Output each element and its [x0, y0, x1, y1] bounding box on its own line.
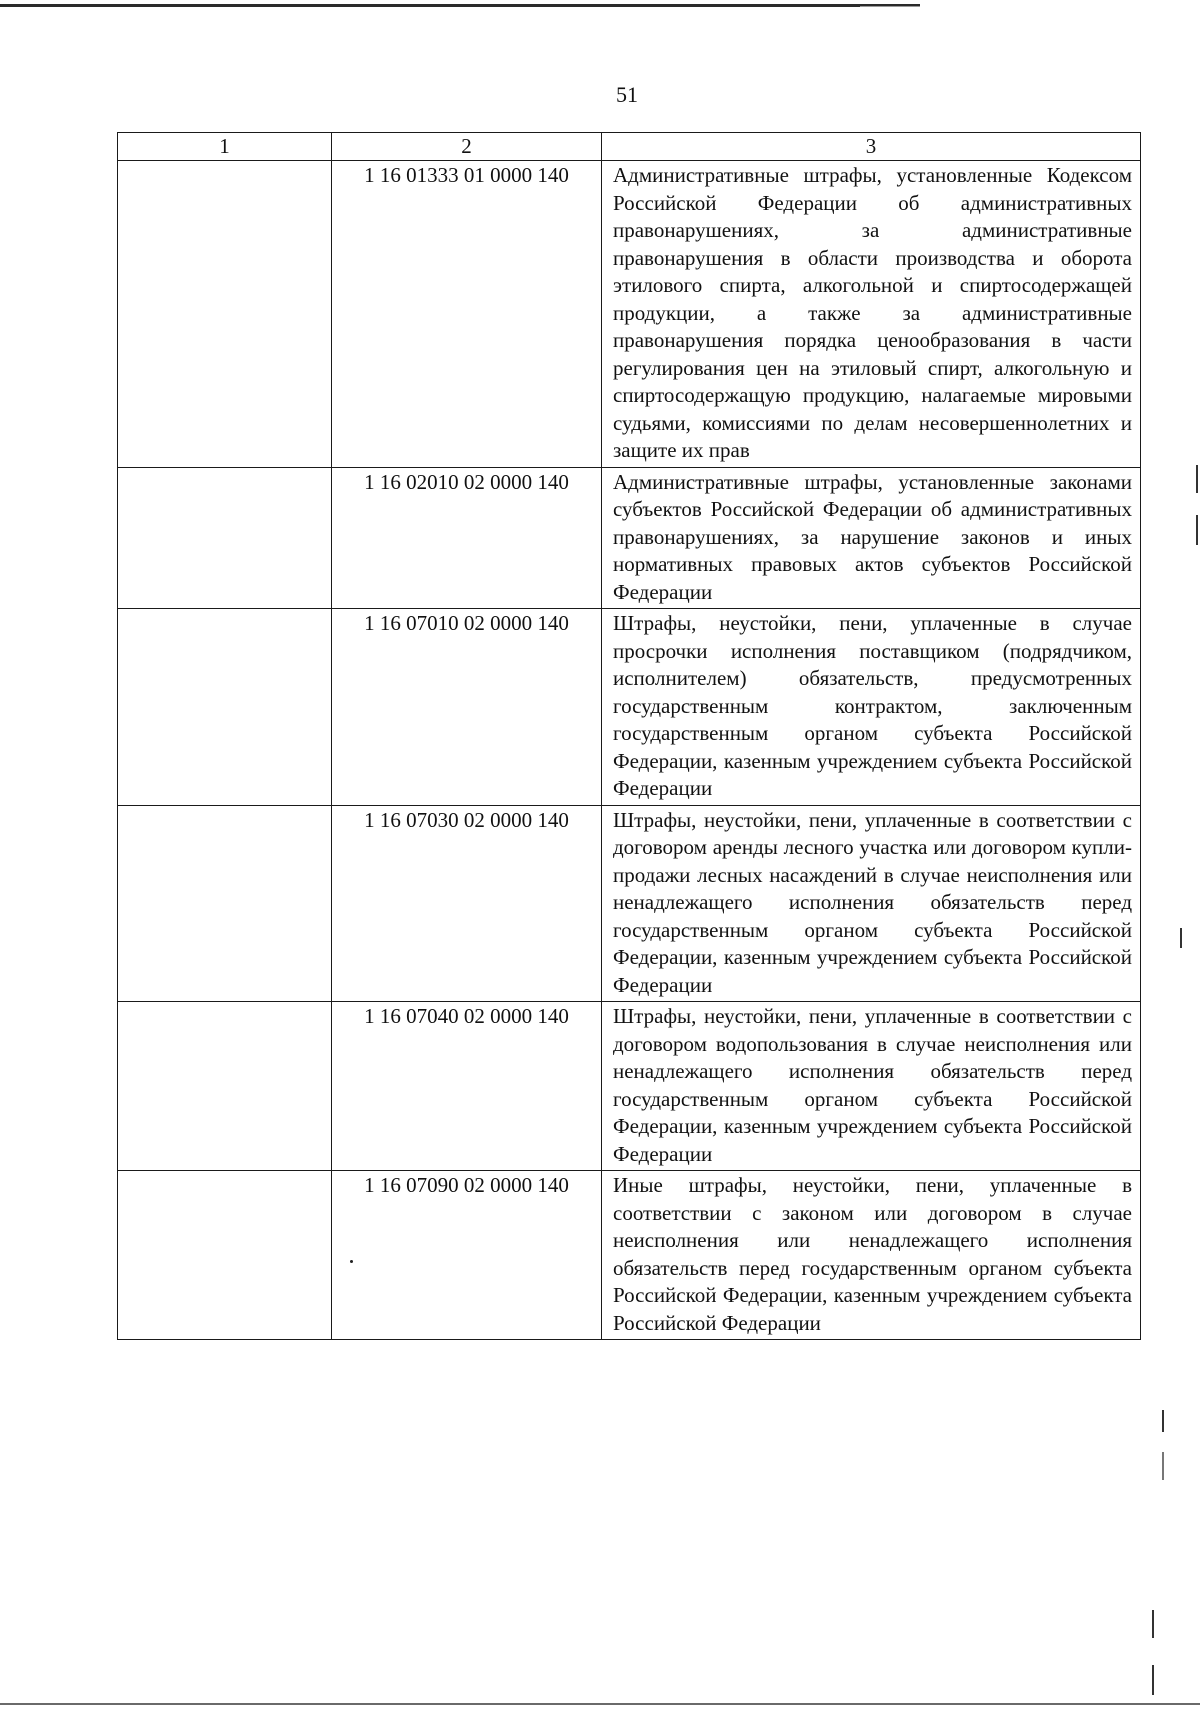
table-row: [118, 1171, 1141, 1340]
row-col1-cell: [118, 1002, 332, 1171]
revenue-description-cell: Штрафы, неустойки, пени, уплаченные в соответствии с договором аренды лесного участка или договором купли-продажи лесных насаждений в случае неисполнения или ненадлежащего исполнения обязательств перед государственным органом субъекта Российской Федерации, казенным учреждением субъекта Российской Федерации: [602, 805, 1141, 1002]
revenue-code-cell: 1 16 07030 02 0000 140: [332, 805, 602, 1002]
revenue-description-cell: Штрафы, неустойки, пени, уплаченные в соответствии с договором водопользования в случае неисполнения или ненадлежащего исполнения обязательств перед государственным органом субъекта Российской Федерации, казенным учреждением субъекта Российской Федерации: [602, 1002, 1141, 1171]
row-col1-cell: [118, 609, 332, 806]
table-row: [118, 161, 1141, 468]
scan-speck: [350, 1260, 353, 1263]
revenue-code-cell: 1 16 07010 02 0000 140: [332, 609, 602, 806]
column-header-3: 3: [602, 133, 1141, 161]
scan-margin-mark: [1162, 1452, 1164, 1480]
column-header-1: 1: [118, 133, 332, 161]
row-col1-cell: [118, 467, 332, 609]
column-header-2: 2: [332, 133, 602, 161]
scan-edge-top: [0, 4, 920, 7]
scan-margin-mark: [1196, 515, 1198, 545]
table-row: [118, 1002, 1141, 1171]
page-number: 51: [616, 82, 638, 107]
scan-edge-top-faint: [860, 6, 920, 7]
revenue-code-cell: 1 16 01333 01 0000 140: [332, 161, 602, 468]
revenue-description-cell: Штрафы, неустойки, пени, уплаченные в случае просрочки исполнения поставщиком (подрядчиком, исполнителем) обязательств, предусмотренных государственным контрактом, заключенным государственным органом субъекта Российской Федерации, казенным учреждением субъекта Российской Федерации: [602, 609, 1141, 806]
scan-margin-mark: [1152, 1665, 1154, 1695]
scan-margin-mark: [1196, 465, 1198, 493]
table-row: [118, 805, 1141, 1002]
scan-margin-mark: [1162, 1410, 1164, 1432]
table-row: [118, 609, 1141, 806]
revenue-code-cell: 1 16 07090 02 0000 140: [332, 1171, 602, 1340]
revenue-description-cell: Иные штрафы, неустойки, пени, уплаченные в соответствии с законом или договором в случае неисполнения или ненадлежащего исполнения обязательств перед государственным органом субъекта Российской Федерации, казенным учреждением субъекта Российской Федерации: [602, 1171, 1141, 1340]
revenue-code-cell: 1 16 07040 02 0000 140: [332, 1002, 602, 1171]
table-header-row: [118, 133, 1141, 161]
budget-codes-table: [117, 132, 1141, 1340]
scan-margin-mark: [1152, 1610, 1154, 1638]
revenue-code-cell: 1 16 02010 02 0000 140: [332, 467, 602, 609]
scan-margin-mark: [1180, 928, 1182, 948]
row-col1-cell: [118, 161, 332, 468]
revenue-description-cell: Административные штрафы, установленные Кодексом Российской Федерации об административных правонарушениях, за административные правонарушения в области производства и оборота этилового спирта, алкогольной и спиртосодержащей продукции, а также за административные правонарушения порядка ценообразования в части регулирования цен на этиловый спирт, алкогольную и спиртосодержащую продукцию, налагаемые мировыми судьями, комиссиями по делам несовершеннолетних и защите их прав: [602, 161, 1141, 468]
table-row: [118, 467, 1141, 609]
scan-edge-bottom: [0, 1703, 1200, 1705]
row-col1-cell: [118, 805, 332, 1002]
revenue-description-cell: Административные штрафы, установленные законами субъектов Российской Федерации об административных правонарушениях, за нарушение законов и иных нормативных правовых актов субъектов Российской Федерации: [602, 467, 1141, 609]
row-col1-cell: [118, 1171, 332, 1340]
